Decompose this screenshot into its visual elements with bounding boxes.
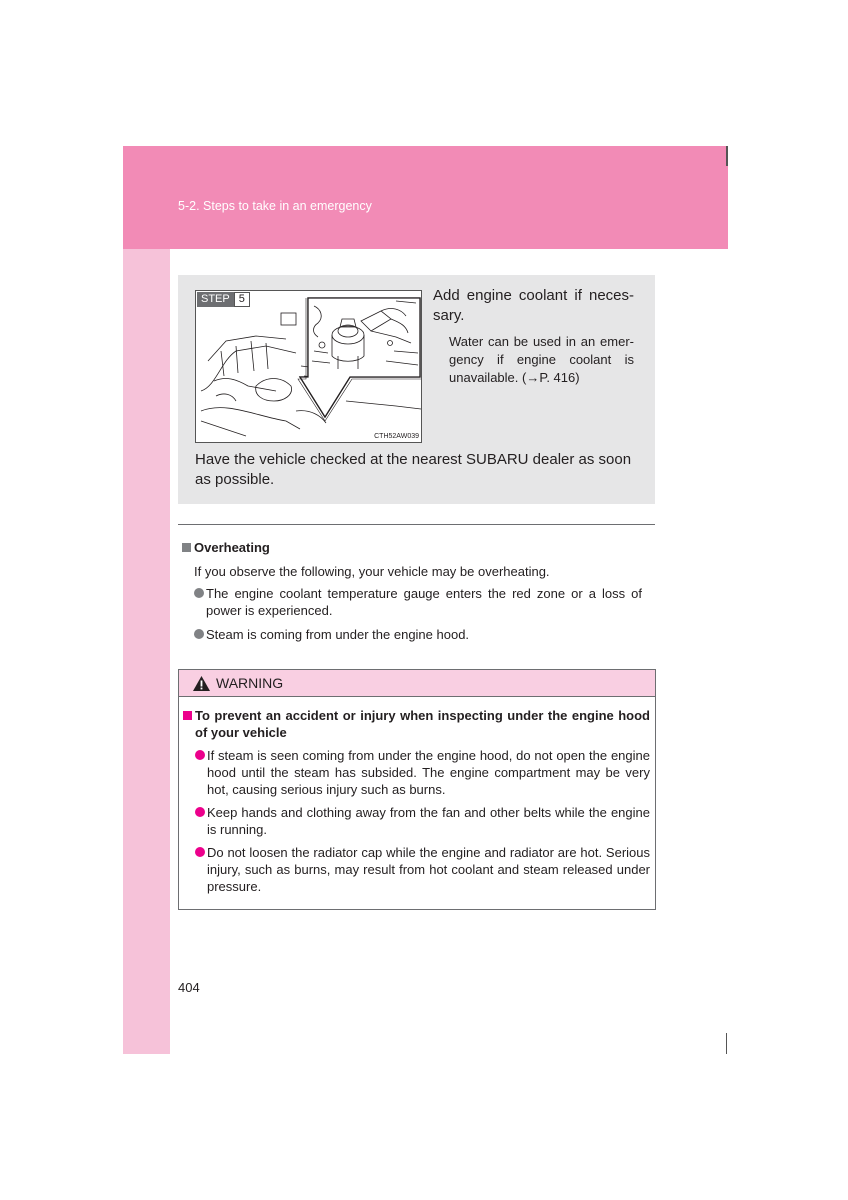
circle-bullet-icon (195, 807, 205, 817)
step-followup: Have the vehicle checked at the nearest SUBARU dealer as soon as possible. (195, 451, 632, 488)
overheating-heading-text: Overheating (194, 540, 270, 555)
circle-bullet-icon (195, 847, 205, 857)
circle-bullet-icon (195, 750, 205, 760)
crop-mark (726, 1033, 727, 1054)
warning-heading (183, 707, 650, 741)
figure-code: CTH52AW039 (374, 433, 419, 440)
step-badge (197, 292, 250, 307)
list-item (194, 585, 642, 619)
header-band (123, 146, 728, 249)
section-divider (178, 524, 655, 525)
list-item-text: The engine coolant temperature gauge enters the red zone or a loss of power is experienced. (206, 586, 642, 618)
list-item-text: Steam is coming from under the engine hood. (206, 627, 470, 642)
warning-heading-text: To prevent an accident or injury when inspecting under the engine hood of your vehicle (195, 708, 650, 740)
list-item (195, 804, 650, 838)
list-item (195, 844, 650, 895)
step-badge-number: 5 (234, 292, 250, 307)
section-title: 5-2. Steps to take in an emergency (178, 199, 372, 213)
circle-bullet-icon (194, 629, 204, 639)
step-panel (178, 275, 655, 504)
square-bullet-icon (183, 711, 192, 720)
overheating-intro: If you observe the following, your vehicle may be overheating. (194, 564, 550, 579)
warning-box (178, 669, 656, 910)
step-instruction: Add engine coolant if neces-sary. (433, 287, 634, 324)
crop-mark (726, 146, 728, 166)
warning-triangle-icon (192, 675, 211, 692)
list-item-text: If steam is seen coming from under the engine hood, do not open the engine hood until the steam has subsided. The engine compartment may be very hot, causing serious injury such as burns. (207, 748, 650, 797)
list-item (194, 626, 642, 643)
list-item-text: Keep hands and clothing away from the fan and other belts while the engine is running. (207, 805, 650, 837)
square-bullet-icon (182, 543, 191, 552)
overheating-heading (182, 540, 270, 555)
list-item-text: Do not loosen the radiator cap while the engine and radiator are hot. Serious injury, such as burns, may result from hot coolant and steam released under pressure. (207, 845, 650, 894)
step-badge-label: STEP (197, 292, 234, 307)
engine-illustration (195, 290, 422, 443)
engine-coolant-drawing (196, 291, 422, 443)
list-item (195, 747, 650, 798)
side-tab-strip (123, 249, 170, 1054)
page-number: 404 (178, 980, 200, 995)
circle-bullet-icon (194, 588, 204, 598)
step-sub-note: Water can be used in an emer-gency if engine coolant is unavailable. (→P. 416) (449, 334, 634, 385)
warning-label: WARNING (216, 675, 284, 691)
warning-header (179, 670, 655, 697)
